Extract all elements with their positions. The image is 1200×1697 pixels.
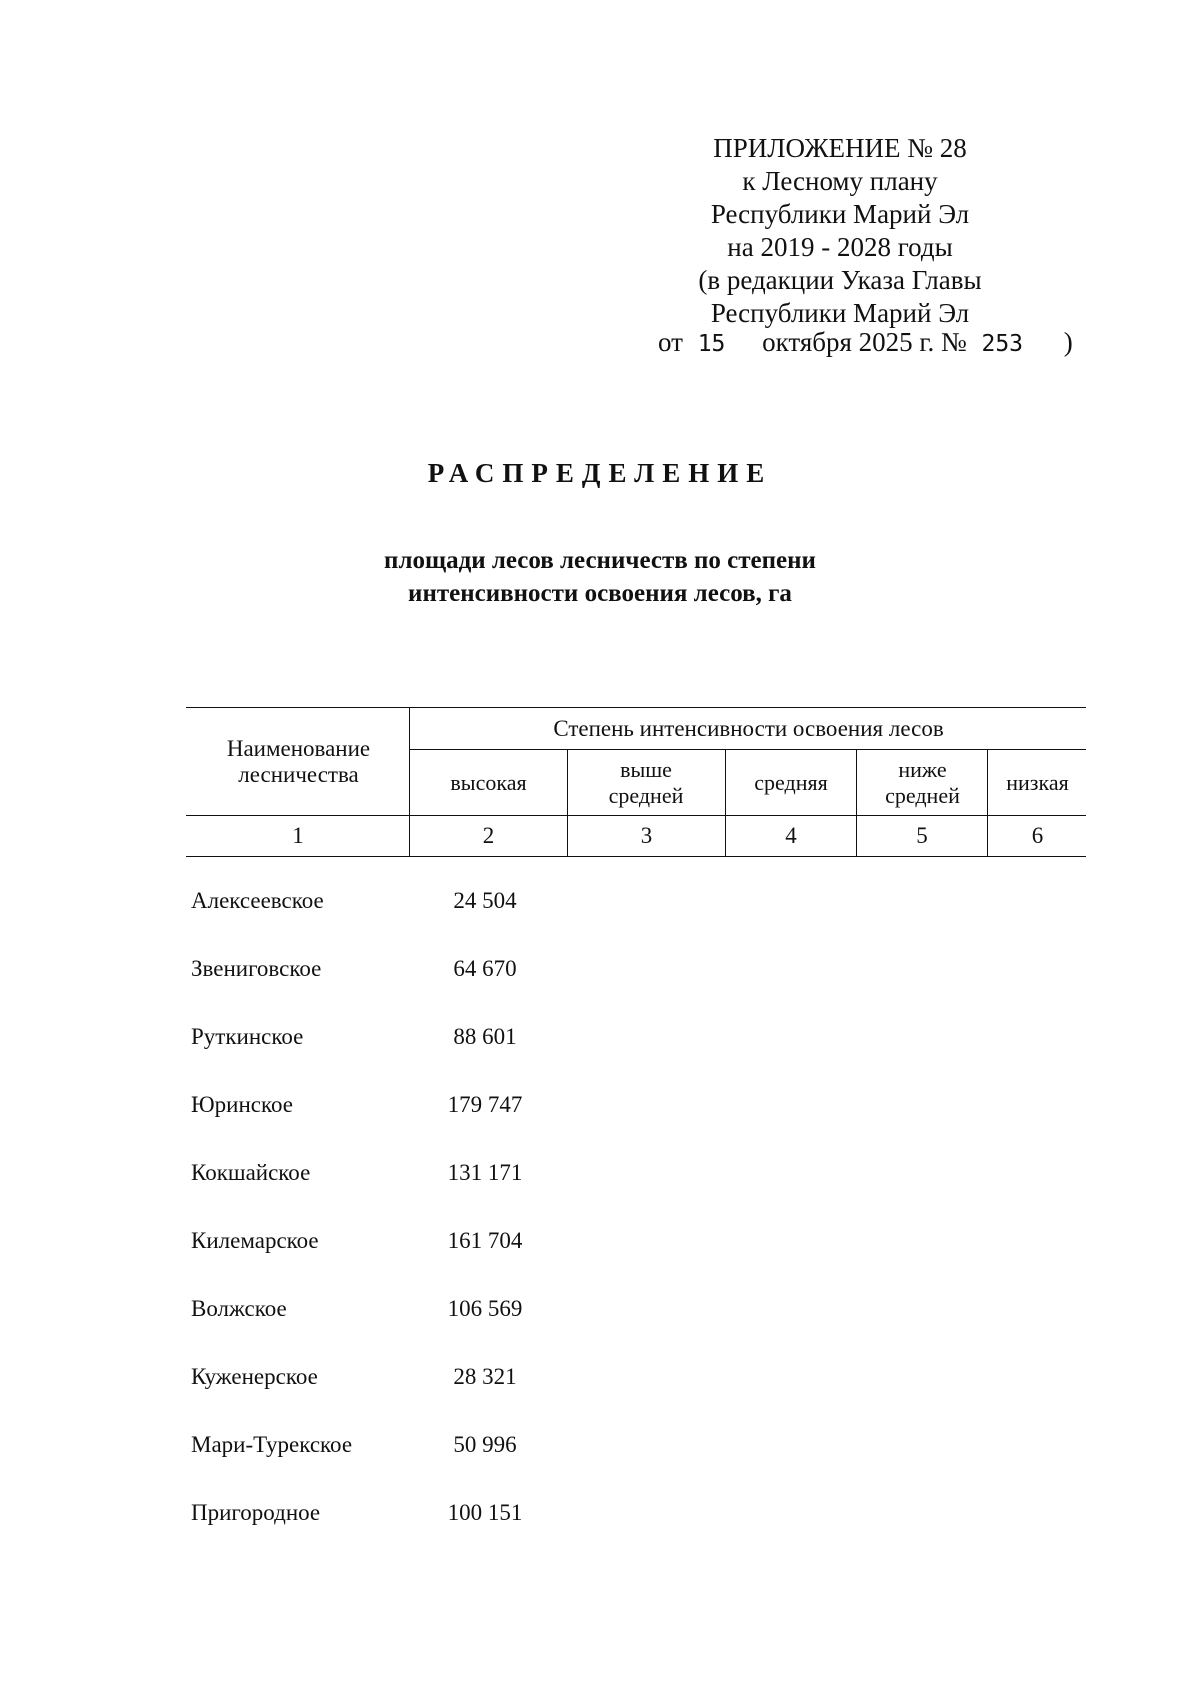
high-intensity-area: 50 996	[453, 1432, 517, 1457]
column-number: 6	[1031, 823, 1044, 848]
column-group-header: Степень интенсивности освоения лесов	[553, 716, 944, 741]
page-subtitle	[0, 544, 1200, 610]
high-intensity-area: 131 171	[447, 1160, 523, 1185]
page-title: РАСПРЕДЕЛЕНИЕ	[427, 458, 773, 488]
decree-date-line	[658, 326, 1073, 361]
table-rule	[856, 749, 857, 856]
forestry-name: Звениговское	[191, 956, 322, 981]
column-number: 5	[916, 823, 928, 848]
table-rule	[567, 749, 568, 856]
decree-number: 253	[981, 331, 1024, 357]
table-rule	[987, 749, 988, 856]
date-rest: октября 2025 г. №	[762, 327, 967, 357]
subtitle-line: интенсивности освоения лесов, га	[408, 580, 792, 607]
forestry-name: Куженерское	[191, 1364, 318, 1389]
appendix-line: (в редакции Указа Главы	[698, 265, 982, 295]
forestry-name: Кокшайское	[191, 1160, 311, 1185]
high-intensity-area: 161 704	[447, 1228, 523, 1253]
high-intensity-area: 64 670	[453, 956, 517, 981]
table-rule	[186, 856, 1086, 857]
table-rule	[409, 707, 410, 856]
date-close: )	[1063, 327, 1073, 357]
high-intensity-area: 88 601	[453, 1024, 517, 1049]
appendix-line: Республики Марий Эл	[710, 199, 970, 229]
column-header-name: Наименование лесничества	[226, 736, 371, 787]
table-rule	[186, 815, 1086, 816]
forestry-name: Руткинское	[191, 1024, 304, 1049]
column-header-average: средняя	[754, 769, 828, 795]
date-day: 15	[697, 331, 726, 357]
forestry-name: Волжское	[191, 1296, 287, 1321]
column-number: 1	[292, 823, 304, 848]
forestry-name: Юринское	[191, 1092, 293, 1117]
high-intensity-area: 24 504	[453, 888, 517, 913]
forestry-name: Пригородное	[191, 1500, 321, 1525]
column-header-low: низкая	[1006, 769, 1069, 795]
table-rule	[725, 749, 726, 856]
high-intensity-area: 28 321	[453, 1364, 517, 1389]
high-intensity-area: 179 747	[447, 1092, 523, 1117]
column-number: 2	[482, 823, 495, 848]
table-rule	[409, 749, 1086, 750]
appendix-line: на 2019 - 2028 годы	[727, 232, 953, 262]
forestry-name: Алексеевское	[191, 888, 324, 913]
high-intensity-area: 106 569	[447, 1296, 523, 1321]
appendix-line: к Лесному плану	[742, 166, 938, 196]
date-prefix: от	[658, 327, 683, 357]
appendix-line: Республики Марий Эл	[710, 298, 970, 328]
appendix-header	[620, 132, 1060, 330]
subtitle-line: площади лесов лесничеств по степени	[384, 547, 816, 574]
table-rule	[186, 707, 1086, 708]
column-header-above-average: выше средней	[608, 756, 684, 808]
column-header-below-average: ниже средней	[885, 756, 960, 808]
column-number: 4	[785, 823, 797, 848]
forestry-name: Килемарское	[191, 1228, 319, 1253]
high-intensity-area: 100 151	[447, 1500, 523, 1525]
forestry-name: Мари-Турекское	[191, 1432, 353, 1457]
appendix-line: ПРИЛОЖЕНИЕ № 28	[713, 133, 967, 163]
column-number: 3	[640, 823, 653, 848]
column-header-high: высокая	[450, 769, 527, 795]
